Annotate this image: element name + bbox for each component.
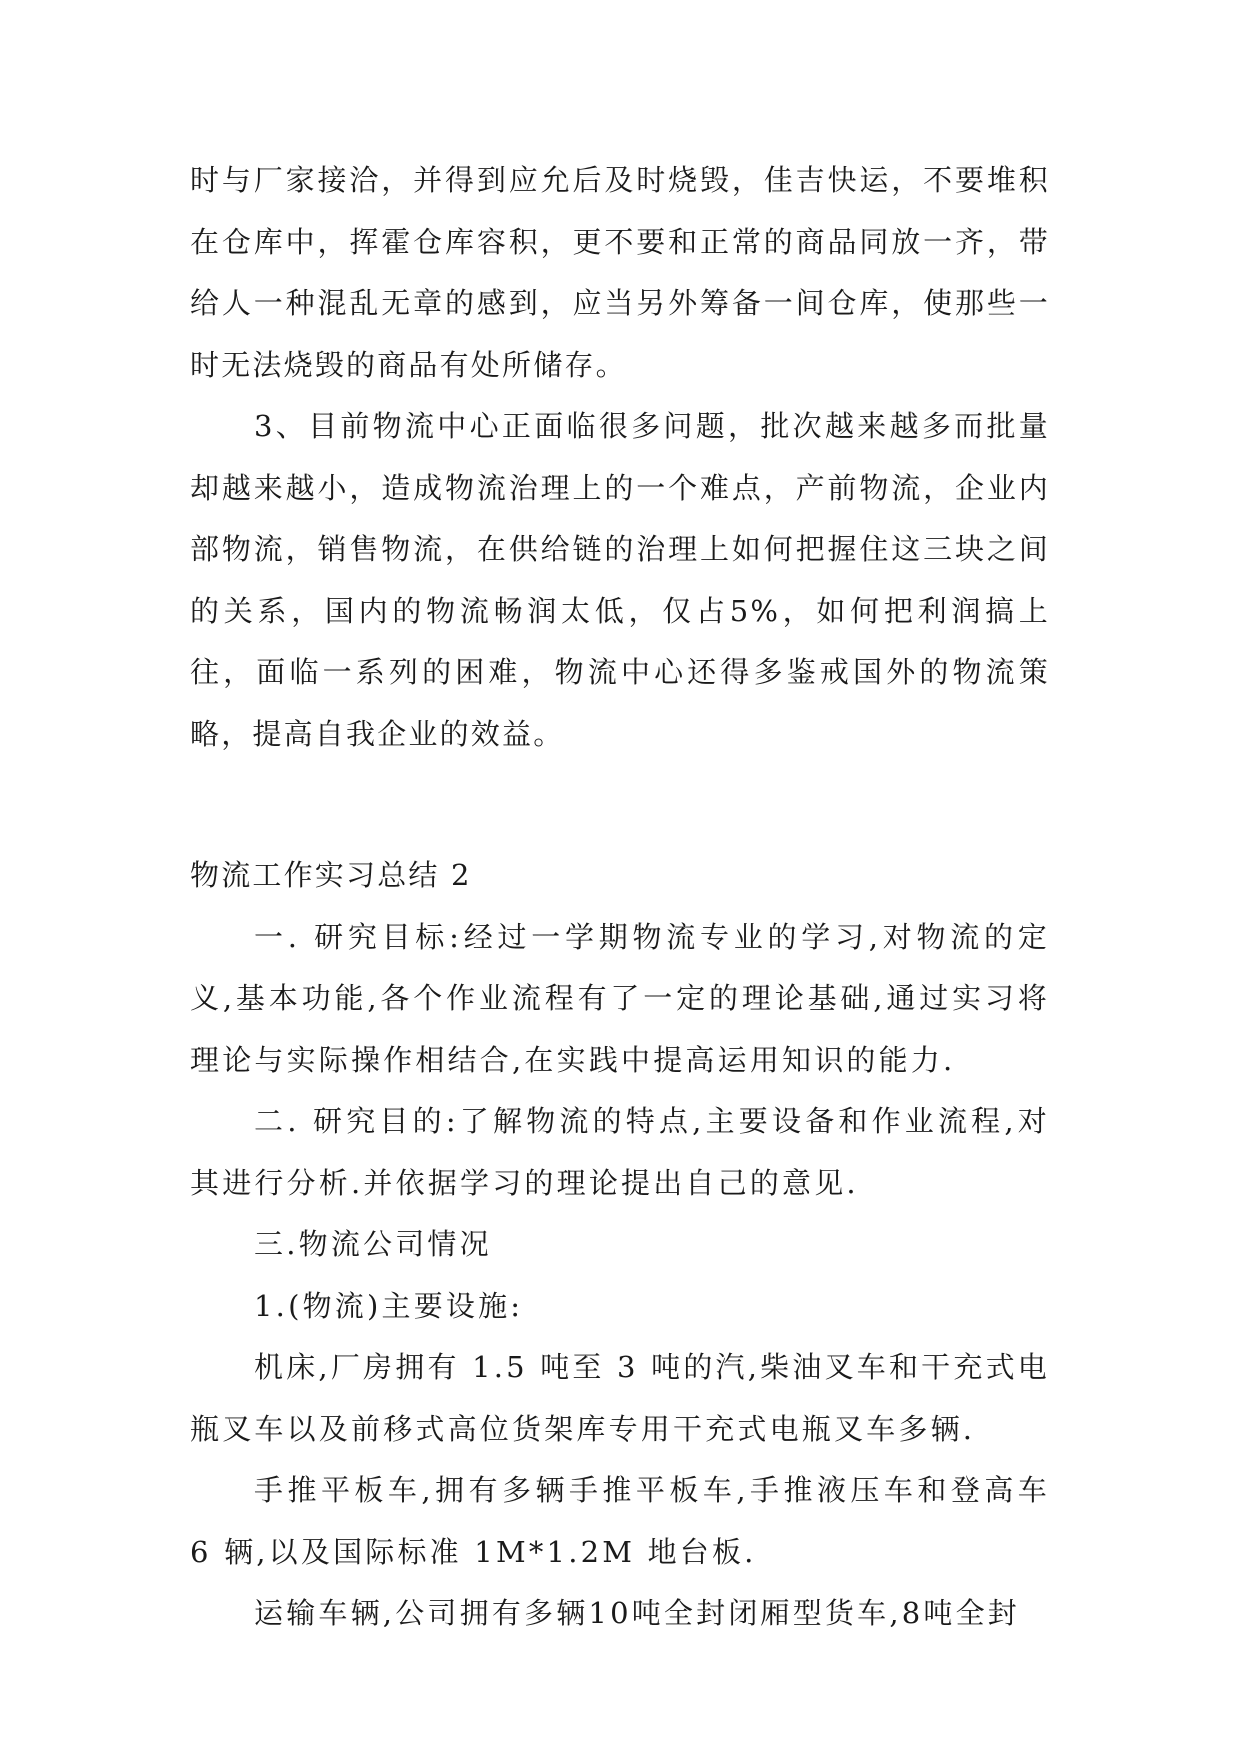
paragraph-forklifts: 机床,厂房拥有 1.5 吨至 3 吨的汽,柴油叉车和干充式电瓶叉车以及前移式高位货架库专用干充式电瓶叉车多辆. [190, 1350, 1050, 1446]
paragraph-main-facilities: 1.(物流)主要设施: [254, 1288, 524, 1323]
document-page [190, 150, 1050, 1645]
paragraph-vehicles: 运输车辆,公司拥有多辆10吨全封闭厢型货车,8吨全封 [254, 1596, 1020, 1630]
section-heading: 物流工作实习总结 2 [190, 858, 472, 892]
paragraph-research-purpose: 二. 研究目的:了解物流的特点,主要设备和作业流程,对其进行分析.并依据学习的理论提出自己的意见. [190, 1104, 1050, 1200]
section-gap [190, 765, 1050, 845]
paragraph-disposal: 时与厂家接洽，并得到应允后及时烧毁，佳吉快运，不要堆积在仓库中，挥霍仓库容积，更不要和正常的商品同放一齐，带给人一种混乱无章的感到，应当另外筹备一间仓库，使那些一时无法烧毁的商品有处所储存。 [190, 163, 1050, 382]
paragraph-research-goal: 一. 研究目标:经过一学期物流专业的学习,对物流的定义,基本功能,各个作业流程有了一定的理论基础,通过实习将理论与实际操作相结合,在实践中提高运用知识的能力. [190, 919, 1050, 1077]
paragraph-company-info: 三.物流公司情况 [254, 1227, 492, 1261]
paragraph-handcarts: 手推平板车,拥有多辆手推平板车,手推液压车和登高车 6 辆,以及国际标准 1M*1.2M 地台板. [190, 1473, 1050, 1569]
paragraph-logistics-problems: 3、目前物流中心正面临很多问题，批次越来越多而批量却越来越小，造成物流治理上的一个难点，产前物流，企业内部物流，销售物流，在供给链的治理上如何把握住这三块之间的关系，国内的物流畅润太低，仅占5%，如何把利润搞上往，面临一系列的困难，物流中心还得多鉴戒国外的物流策略，提高自我企业的效益。 [190, 409, 1050, 751]
